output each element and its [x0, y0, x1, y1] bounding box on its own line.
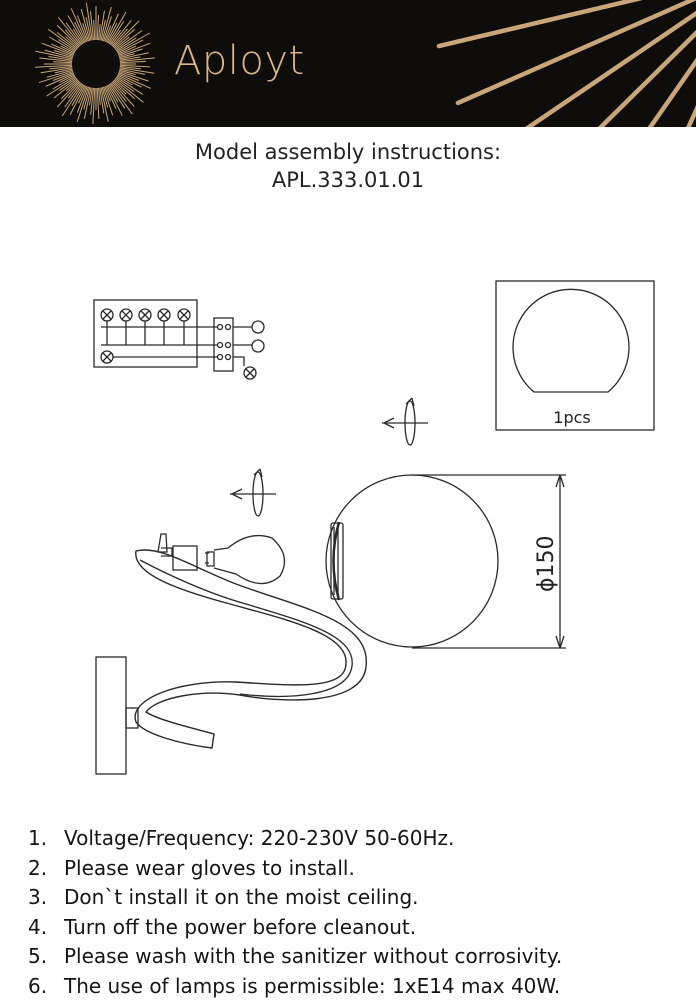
- sun-core: [75, 43, 117, 85]
- title-line-1: Model assembly instructions:: [0, 138, 696, 166]
- sun-ray: [120, 61, 146, 62]
- instruction-item: [28, 942, 562, 972]
- rotate-arrow-icon: [230, 469, 276, 516]
- brand-name: Aployt: [174, 38, 305, 84]
- instruction-number: 1.: [28, 824, 64, 854]
- sun-ray: [77, 87, 88, 122]
- wall-plate: [96, 657, 126, 774]
- sun-ray: [113, 21, 139, 47]
- instruction-item: [28, 824, 562, 854]
- corner-rays-decoration: [430, 0, 696, 127]
- sunburst-logo-graphic: [0, 0, 696, 127]
- glass-shade-part: [513, 289, 629, 392]
- corner-ray: [571, 19, 696, 127]
- switch-tab: [158, 534, 167, 552]
- instruction-item: [28, 854, 562, 884]
- parts-quantity: 1pcs: [553, 408, 590, 427]
- brand-header: [0, 0, 696, 127]
- assembly-diagram: [0, 250, 696, 810]
- wire-terminal-2: [252, 340, 264, 352]
- instruction-number: 5.: [28, 942, 64, 972]
- instruction-number: 4.: [28, 913, 64, 943]
- instruction-number: 3.: [28, 883, 64, 913]
- diameter-label: ϕ150: [534, 535, 559, 592]
- instruction-text: Don`t install it on the moist ceiling.: [64, 885, 419, 909]
- diameter-dimension: [412, 475, 566, 648]
- model-number: APL.333.01.01: [0, 166, 696, 194]
- wire-terminal-1: [252, 321, 264, 333]
- sun-ray: [97, 15, 98, 40]
- instruction-text: Please wash with the sanitizer without corrosivity.: [64, 944, 562, 968]
- bulb-symbols: [101, 309, 197, 363]
- instruction-number: 2.: [28, 854, 64, 884]
- sun-ray: [94, 20, 95, 40]
- instruction-text: Voltage/Frequency: 220-230V 50-60Hz.: [64, 826, 454, 850]
- spiral-arm: [135, 550, 366, 748]
- instruction-item: [28, 913, 562, 943]
- instruction-text: Turn off the power before cleanout.: [64, 915, 416, 939]
- instruction-number: 6.: [28, 972, 64, 1001]
- instruction-item: [28, 972, 562, 1001]
- instruction-text: The use of lamps is permissible: 1xE14 max 40W.: [64, 974, 560, 998]
- wiring-diagram: [94, 300, 264, 379]
- globe-shade: [326, 475, 498, 647]
- wall-mount: [96, 657, 138, 774]
- document-title: [0, 138, 696, 194]
- instruction-text: Please wear gloves to install.: [64, 856, 355, 880]
- sun-ray: [53, 62, 72, 63]
- rotate-arrow-icon: [382, 398, 428, 445]
- instruction-item: [28, 883, 562, 913]
- instructions-list: [28, 824, 562, 1001]
- parts-box: [496, 281, 654, 430]
